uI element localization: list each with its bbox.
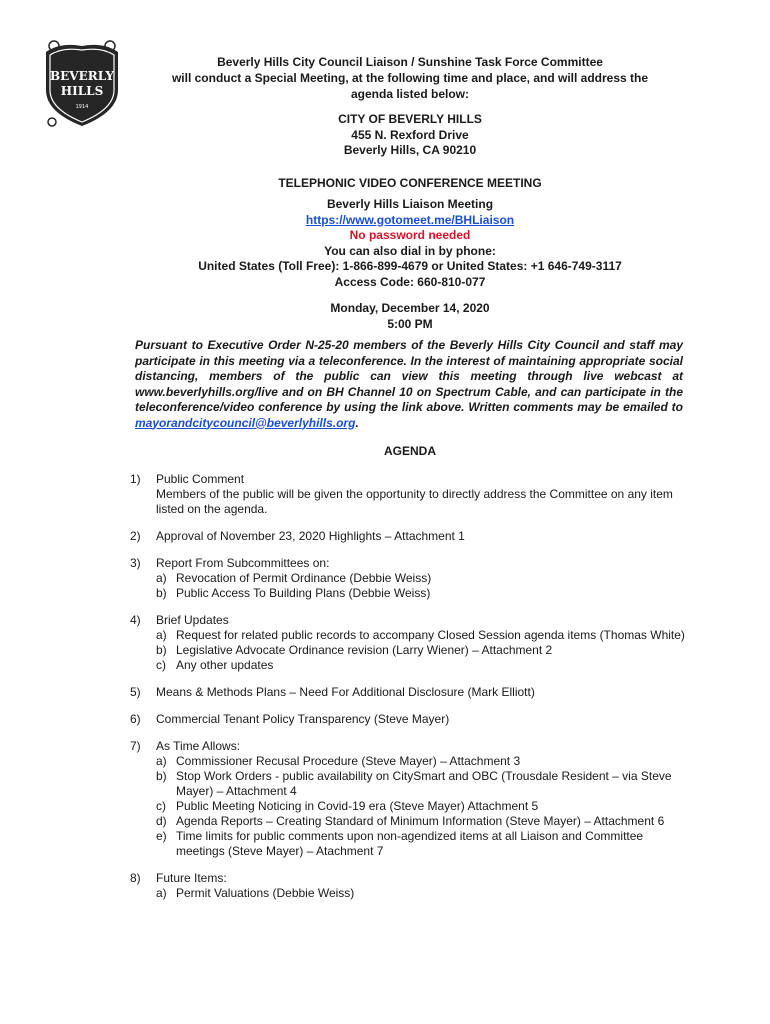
agenda-item-title: As Time Allows: (156, 739, 241, 753)
meeting-address (150, 112, 670, 159)
phone-numbers: United States (Toll Free): 1-866-899-4679 or United States: +1 646-749-3117 (198, 259, 622, 273)
subitem-letter: a) (156, 628, 167, 642)
agenda-item-5 (130, 685, 690, 700)
subitem-text: Stop Work Orders - public availability on CitySmart and OBC (Trousdale Resident – via Steve Mayer) – Attachment 4 (176, 769, 672, 798)
meeting-link[interactable]: https://www.gotomeet.me/BHLiaison (305, 212, 515, 227)
meeting-connection-info (150, 197, 670, 290)
agenda-item-number: 6) (130, 712, 141, 726)
agenda-item-number: 7) (130, 739, 141, 753)
document-header (150, 54, 670, 102)
subitem-text: Time limits for public comments upon non-agendized items at all Liaison and Committee meetings (Steve Mayer) – Atachment 7 (176, 829, 644, 858)
meeting-datetime (150, 301, 670, 332)
subitem-letter: c) (156, 658, 166, 672)
subitem-text: Agenda Reports – Creating Standard of Minimum Information (Steve Mayer) – Attachment 6 (176, 814, 665, 828)
subitem-text: Any other updates (176, 658, 274, 672)
subitem-letter: c) (156, 799, 166, 813)
agenda-item-title: Future Items: (156, 871, 227, 885)
agenda-item-title: Means & Methods Plans – Need For Additional Disclosure (Mark Elliott) (156, 685, 535, 699)
logo-text-top: BEVERLY (50, 69, 114, 83)
access-code: Access Code: 660-810-077 (334, 274, 486, 289)
agenda-subitem (156, 628, 690, 643)
agenda-item-title: Public Comment (156, 472, 245, 486)
subitem-text: Public Meeting Noticing in Covid-19 era (Steve Mayer) Attachment 5 (176, 799, 539, 813)
subitem-letter: a) (156, 754, 167, 768)
subitem-letter: e) (156, 829, 167, 843)
subitem-letter: a) (156, 886, 167, 900)
agenda-title: AGENDA (383, 444, 436, 458)
subitem-text: Permit Valuations (Debbie Weiss) (176, 886, 355, 900)
subitem-text: Revocation of Permit Ordinance (Debbie Weiss) (176, 571, 432, 585)
agenda-subitem (156, 586, 690, 601)
header-line-3: agenda listed below: (350, 87, 470, 101)
agenda-subitem (156, 799, 690, 814)
agenda-subitem (156, 814, 690, 829)
agenda-item-2 (130, 529, 690, 544)
agenda-item-title: Commercial Tenant Policy Transparency (Steve Mayer) (156, 712, 450, 726)
executive-order-text: Pursuant to Executive Order N-25-20 members of the Beverly Hills City Council and staff may participate in this meeting via a teleconference. In the interest of maintaining appropriate social distancing, members of the public can view this meeting through live webcast at www.beverlyhills.org/live and on BH Channel 10 on Spectrum Cable, and can participate in the teleconference/video conference by using the link above. Written comments may be emailed to (135, 338, 683, 414)
subitem-text: Legislative Advocate Ordinance revision (Larry Wiener) – Attachment 2 (176, 643, 553, 657)
agenda-item-7 (130, 739, 690, 859)
meeting-date: Monday, December 14, 2020 (330, 301, 490, 315)
address-street: 455 N. Rexford Drive (351, 127, 469, 142)
header-line-2: will conduct a Special Meeting, at the following time and place, and will address the (171, 71, 649, 85)
agenda-item-description: Members of the public will be given the opportunity to directly address the Committee on any item listed on the agenda. (156, 487, 673, 516)
agenda-subitem (156, 886, 690, 901)
no-password-note: No password needed (349, 228, 471, 242)
agenda-subitem (156, 769, 690, 799)
agenda-subitem (156, 643, 690, 658)
agenda-subitem (156, 829, 690, 859)
agenda-subitem (156, 754, 690, 769)
agenda-list (130, 472, 690, 913)
subitem-text: Public Access To Building Plans (Debbie Weiss) (176, 586, 431, 600)
agenda-item-number: 2) (130, 529, 141, 543)
logo-year: 1914 (75, 104, 89, 110)
agenda-item-number: 5) (130, 685, 141, 699)
dial-in-label: You can also dial in by phone: (324, 243, 496, 258)
executive-order-period: . (355, 415, 359, 430)
agenda-item-title: Report From Subcommittees on: (156, 556, 330, 570)
subitem-letter: a) (156, 571, 167, 585)
subitem-letter: b) (156, 586, 167, 600)
subitem-letter: b) (156, 643, 167, 657)
meeting-time: 5:00 PM (387, 316, 433, 331)
agenda-item-6 (130, 712, 690, 727)
subitem-letter: d) (156, 814, 167, 828)
agenda-item-number: 4) (130, 613, 141, 627)
header-line-1: Beverly Hills City Council Liaison / Sunshine Task Force Committee (217, 55, 603, 69)
agenda-item-title: Brief Updates (156, 613, 229, 627)
beverly-hills-shield-logo (40, 38, 124, 130)
agenda-subitem (156, 658, 690, 673)
agenda-item-number: 1) (130, 472, 141, 486)
agenda-item-8 (130, 871, 690, 901)
executive-order-notice (135, 338, 683, 431)
logo-text-bottom: HILLS (60, 84, 104, 98)
subitem-text: Request for related public records to accompany Closed Session agenda items (Thomas White) (176, 628, 685, 642)
subitem-letter: b) (156, 769, 167, 783)
telephonic-title: TELEPHONIC VIDEO CONFERENCE MEETING (278, 176, 542, 190)
agenda-item-1 (130, 472, 690, 517)
agenda-item-title: Approval of November 23, 2020 Highlights – Attachment 1 (156, 529, 465, 543)
address-name: CITY OF BEVERLY HILLS (338, 112, 482, 126)
agenda-item-4 (130, 613, 690, 673)
agenda-item-number: 8) (130, 871, 141, 885)
agenda-item-number: 3) (130, 556, 141, 570)
address-city: Beverly Hills, CA 90210 (343, 143, 477, 157)
council-email-link[interactable]: mayorandcitycouncil@beverlyhills.org (135, 415, 356, 430)
agenda-item-3 (130, 556, 690, 601)
agenda-subitem (156, 571, 690, 586)
subitem-text: Commissioner Recusal Procedure (Steve Mayer) – Attachment 3 (176, 754, 521, 768)
meeting-name: Beverly Hills Liaison Meeting (326, 197, 494, 211)
